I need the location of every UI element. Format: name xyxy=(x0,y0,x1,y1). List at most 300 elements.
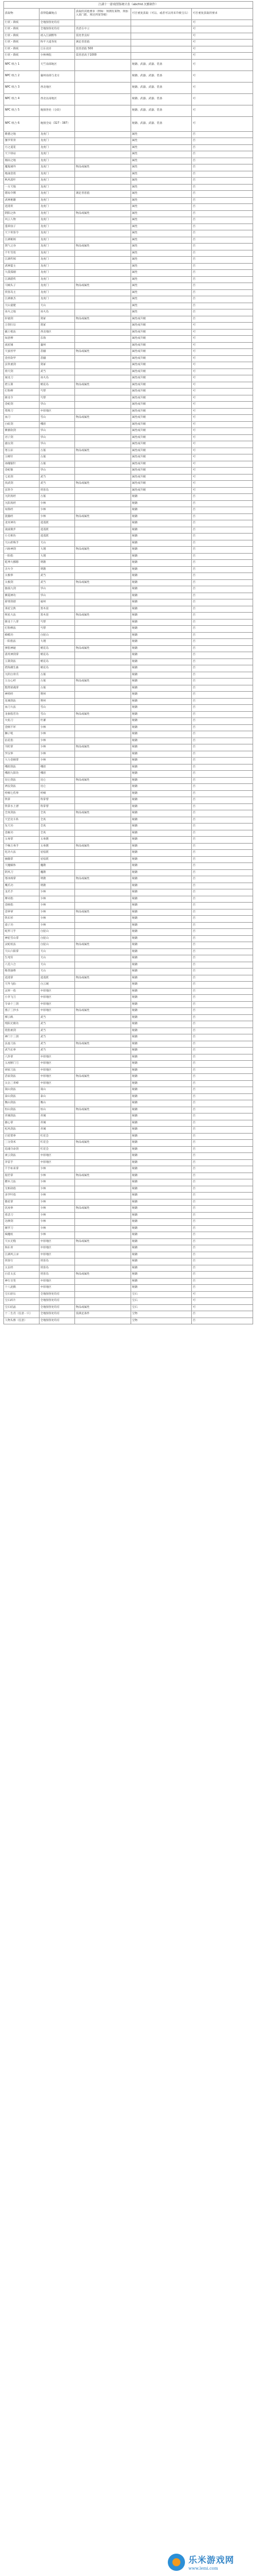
cell-item-name: 散花掌 xyxy=(4,1199,40,1206)
cell-requirement xyxy=(75,1166,131,1173)
cell-item-name: 绕指柔剑 xyxy=(4,1028,40,1034)
cell-location: 龙虎门 xyxy=(40,270,75,277)
cell-requirement xyxy=(75,553,131,560)
cell-repeatable: 秘籍 xyxy=(131,850,192,857)
cell-item-name: 宝石结晶 xyxy=(4,1304,40,1311)
cell-item-name: 八卦掌 xyxy=(4,1054,40,1061)
cell-repeatable: 属性 xyxy=(131,191,192,198)
cell-location: 少林 xyxy=(40,724,75,731)
cell-repeatable: 秘籍 xyxy=(131,856,192,863)
cell-item-name: 万剑归宗 xyxy=(4,323,40,330)
cell-item-name: 倚天剑 xyxy=(4,368,40,375)
cell-requirement xyxy=(75,250,131,257)
cell-repeat-condition: 否 xyxy=(192,230,253,237)
cell-requirement xyxy=(75,1028,131,1034)
cell-requirement: 需满足条件 xyxy=(75,1311,131,1318)
cell-repeat-condition: 否 xyxy=(192,1153,253,1160)
cell-repeatable: 秘籍 xyxy=(131,698,192,705)
cell-requirement xyxy=(75,1093,131,1100)
table-row xyxy=(4,204,253,211)
cell-requirement xyxy=(75,527,131,534)
cell-repeatable: 属性或升级 xyxy=(131,481,192,488)
table-row xyxy=(4,164,253,171)
cell-location: 明教 xyxy=(40,883,75,889)
cell-location: 中原地区 xyxy=(40,1080,75,1087)
cell-requirement xyxy=(75,19,131,26)
table-row xyxy=(4,454,253,461)
cell-item-name: 纯阳无极功 xyxy=(4,1021,40,1028)
cell-item-name: 松风剑法 xyxy=(4,1127,40,1134)
cell-location: 白驼山 xyxy=(40,632,75,639)
cell-requirement xyxy=(75,1133,131,1140)
table-row xyxy=(4,1272,253,1279)
cell-repeatable xyxy=(131,53,192,60)
cell-location: 红花会 xyxy=(40,1133,75,1140)
table-row xyxy=(4,1212,253,1219)
cell-repeatable: 秘籍 xyxy=(131,645,192,652)
cell-repeat-condition: 否 xyxy=(192,909,253,916)
cell-item-name: NPC 组合 2 xyxy=(4,70,40,82)
cell-item-name: 罗汉拳 xyxy=(4,751,40,758)
cell-item-name: 天衣无缝 xyxy=(4,1238,40,1245)
cell-location: 吐蕃 xyxy=(40,718,75,725)
cell-repeatable: 属性或升级 xyxy=(131,382,192,389)
cell-requirement xyxy=(75,1014,131,1021)
cell-repeatable: 秘籍 xyxy=(131,685,192,692)
cell-repeatable: 属性 xyxy=(131,230,192,237)
cell-location: 龙虎门 xyxy=(40,171,75,178)
table-row xyxy=(4,1173,253,1179)
cell-repeatable: 秘籍 xyxy=(131,1014,192,1021)
cell-requirement: 物品或属性 xyxy=(75,1173,131,1179)
cell-repeatable: 秘籍 xyxy=(131,579,192,586)
cell-repeatable: 属性或升级 xyxy=(131,434,192,441)
cell-item-name: 天罡北斗阵 xyxy=(4,817,40,824)
cell-requirement: 物品或属性 xyxy=(75,645,131,652)
cell-repeatable: 秘籍 xyxy=(131,1232,192,1239)
cell-repeatable: 秘籍 xyxy=(131,1001,192,1008)
cell-repeatable: 秘籍 xyxy=(131,955,192,962)
cell-location: 西北地区 xyxy=(40,329,75,336)
cell-repeatable: 秘籍 xyxy=(131,1093,192,1100)
cell-location: 中原地区 xyxy=(40,1074,75,1081)
cell-location: 中原地区 xyxy=(40,988,75,995)
table-row xyxy=(4,144,253,151)
table-row xyxy=(4,672,253,679)
cell-item-name: 侠客行 xyxy=(4,1258,40,1265)
cell-repeatable: 属性或升级 xyxy=(131,342,192,349)
cell-requirement xyxy=(75,1179,131,1186)
table-row xyxy=(4,230,253,237)
cell-item-name: 天下驿站 xyxy=(4,151,40,158)
cell-item-name: 奔雷手 xyxy=(4,1159,40,1166)
cell-requirement: 物品或属性 xyxy=(75,613,131,620)
cell-item-name: 弹指神通 xyxy=(4,645,40,652)
cell-requirement xyxy=(75,1193,131,1199)
table-row xyxy=(4,19,253,26)
cell-requirement xyxy=(75,375,131,382)
cell-repeat-condition: 可 xyxy=(192,116,253,131)
cell-repeatable: 属性 xyxy=(131,263,192,270)
cell-requirement xyxy=(75,705,131,712)
cell-repeat-condition: 否 xyxy=(192,573,253,580)
cell-requirement xyxy=(75,803,131,810)
table-row xyxy=(4,705,253,712)
cell-repeatable: 秘籍 xyxy=(131,830,192,837)
cell-repeat-condition: 否 xyxy=(192,217,253,224)
cell-item-name: 宝石原石 xyxy=(4,1291,40,1298)
cell-repeat-condition: 否 xyxy=(192,507,253,514)
cell-location: 地图各处（分段） xyxy=(40,105,75,116)
cell-repeatable: 秘籍 xyxy=(131,566,192,573)
cell-repeat-condition: 否 xyxy=(192,191,253,198)
cell-item-name: 嵩山剑法 xyxy=(4,1087,40,1094)
cell-repeatable: 属性或升级 xyxy=(131,336,192,343)
table-row xyxy=(4,1291,253,1298)
cell-requirement xyxy=(75,329,131,336)
cell-requirement: 物品或属性 xyxy=(75,349,131,356)
cell-location: 黑木崖 xyxy=(40,613,75,620)
cell-repeat-condition: 可 xyxy=(192,70,253,82)
cell-repeat-condition: 否 xyxy=(192,850,253,857)
cell-requirement: 需善恶高于1000 xyxy=(75,53,131,60)
table-row xyxy=(4,1278,253,1285)
cell-repeat-condition: 可 xyxy=(192,53,253,60)
cell-item-name: 大漠孤烟 xyxy=(4,270,40,277)
cell-item-name: 流星锤 xyxy=(4,342,40,349)
cell-location: 大理 xyxy=(40,547,75,554)
cell-item-name: 追魂夺命剑 xyxy=(4,1146,40,1153)
cell-location: 少林 xyxy=(40,1219,75,1226)
table-row xyxy=(4,586,253,593)
cell-item-name: 地涌金莲 xyxy=(4,171,40,178)
cell-repeat-condition: 否 xyxy=(192,1014,253,1021)
cell-repeatable: 秘籍 xyxy=(131,1080,192,1087)
cell-repeat-condition: 否 xyxy=(192,679,253,685)
cell-item-name: 君子剑 xyxy=(4,434,40,441)
table-row xyxy=(4,178,253,185)
table-row xyxy=(4,1225,253,1232)
table-row xyxy=(4,876,253,883)
cell-location: 中原地区 xyxy=(40,1245,75,1252)
cell-repeatable: 属性 xyxy=(131,131,192,138)
cell-requirement xyxy=(75,797,131,804)
table-row xyxy=(4,692,253,699)
cell-location: 全地图各处均有 xyxy=(40,1291,75,1298)
cell-requirement: 物品或属性 xyxy=(75,547,131,554)
cell-repeat-condition: 否 xyxy=(192,257,253,264)
cell-location: 少林 xyxy=(40,1166,75,1173)
table-row xyxy=(4,573,253,580)
cell-repeatable: 宝石 xyxy=(131,1291,192,1298)
cell-location: 冰火岛 xyxy=(40,309,75,316)
cell-location: 古墓 xyxy=(40,685,75,692)
cell-repeat-condition: 否 xyxy=(192,922,253,929)
cell-requirement: 物品或属性 xyxy=(75,1074,131,1081)
cell-requirement xyxy=(75,82,131,93)
cell-requirement xyxy=(75,362,131,369)
cell-requirement xyxy=(75,988,131,995)
cell-repeatable: 秘籍 xyxy=(131,790,192,797)
cell-repeatable: 属性 xyxy=(131,164,192,171)
cell-item-name: 轩辕剑 xyxy=(4,316,40,323)
cell-location: 大理 xyxy=(40,553,75,560)
cell-repeat-condition: 可 xyxy=(192,19,253,26)
cell-location: 嵩山 xyxy=(40,1087,75,1094)
table-row xyxy=(4,803,253,810)
cell-item-name: 蓬莱仙子 xyxy=(4,224,40,230)
cell-item-name: 淑女剑 xyxy=(4,441,40,448)
cell-location: 少林 xyxy=(40,1232,75,1239)
cell-repeat-condition: 否 xyxy=(192,1225,253,1232)
cell-repeatable: 秘籍 xyxy=(131,1048,192,1054)
cell-requirement: 物品或属性 xyxy=(75,579,131,586)
cell-repeatable: 秘籍 xyxy=(131,1199,192,1206)
cell-location: 全地图各处均有 xyxy=(40,19,75,26)
table-row xyxy=(4,441,253,448)
cell-item-name: 北冥神功 xyxy=(4,520,40,527)
cell-repeatable: 秘籍、武器、武器、装备 xyxy=(131,59,192,70)
cell-repeatable: 属性 xyxy=(131,289,192,296)
cell-location: 全真 xyxy=(40,824,75,830)
cell-item-name: 梯云纵 xyxy=(4,1014,40,1021)
cell-repeat-condition: 可 xyxy=(192,82,253,93)
cell-item-name: NPC 组合 1 xyxy=(4,59,40,70)
cell-requirement: 需处世良好 xyxy=(75,33,131,40)
cell-repeatable: 秘籍 xyxy=(131,1054,192,1061)
table-row xyxy=(4,1054,253,1061)
cell-repeatable: 秘籍 xyxy=(131,652,192,659)
cell-location: 龙虎门 xyxy=(40,230,75,237)
cell-repeat-condition: 否 xyxy=(192,916,253,923)
cell-item-name: 达摩剑 xyxy=(4,1219,40,1226)
cell-repeatable: 秘籍 xyxy=(131,916,192,923)
cell-repeat-condition: 否 xyxy=(192,658,253,665)
cell-repeatable: 秘籍 xyxy=(131,1285,192,1292)
table-row xyxy=(4,1166,253,1173)
cell-repeatable: 秘籍 xyxy=(131,869,192,876)
cell-repeatable: 秘籍 xyxy=(131,1265,192,1272)
cell-item-name: 太极拳 xyxy=(4,573,40,580)
cell-requirement xyxy=(75,1225,131,1232)
table-row xyxy=(4,955,253,962)
cell-location: 全地图各处均有 xyxy=(40,1311,75,1318)
cell-item-name: 碧海潮生曲 xyxy=(4,665,40,672)
cell-repeat-condition: 否 xyxy=(192,606,253,613)
cell-location: 武当 xyxy=(40,1048,75,1054)
cell-item-name: 行侠・降妖 xyxy=(4,40,40,46)
cell-repeatable: 属性 xyxy=(131,250,192,257)
table-row xyxy=(4,1120,253,1127)
cell-repeat-condition: 否 xyxy=(192,579,253,586)
cell-repeat-condition: 否 xyxy=(192,1258,253,1265)
cell-location: 星宿派 xyxy=(40,856,75,863)
cell-repeatable: 秘籍 xyxy=(131,942,192,949)
cell-location: 桃花岛 xyxy=(40,382,75,389)
cell-repeat-condition: 否 xyxy=(192,164,253,171)
cell-item-name: 行侠・降妖 xyxy=(4,46,40,53)
table-row xyxy=(4,652,253,659)
cell-requirement xyxy=(75,896,131,903)
cell-location: 峨眉 xyxy=(40,771,75,778)
cell-repeat-condition: 否 xyxy=(192,138,253,145)
cell-repeatable: 秘籍 xyxy=(131,1238,192,1245)
cell-repeatable: 秘籍 xyxy=(131,1278,192,1285)
watermark xyxy=(168,2552,254,2573)
table-row xyxy=(4,685,253,692)
cell-requirement xyxy=(75,593,131,599)
table-row xyxy=(4,421,253,428)
cell-repeatable: 秘籍 xyxy=(131,988,192,995)
cell-repeat-condition: 否 xyxy=(192,824,253,830)
cell-location: 武当 xyxy=(40,579,75,586)
table-row xyxy=(4,224,253,230)
cell-repeat-condition: 可 xyxy=(192,382,253,389)
cell-item-name: 屠龙刀 xyxy=(4,375,40,382)
cell-item-name: 龙爪手 xyxy=(4,889,40,896)
cell-repeatable: 秘籍 xyxy=(131,1140,192,1147)
cell-item-name: 金刚不坏 xyxy=(4,724,40,731)
cell-requirement: 物品或属性 xyxy=(75,316,131,323)
cell-repeat-condition: 可 xyxy=(192,26,253,33)
cell-item-name: 九阴白骨爪 xyxy=(4,672,40,679)
cell-requirement xyxy=(75,764,131,771)
cell-location: 中原地区 xyxy=(40,1285,75,1292)
cell-repeat-condition: 可 xyxy=(192,93,253,105)
cell-requirement: 物品或属性 xyxy=(75,415,131,422)
cell-location: 少林 xyxy=(40,1193,75,1199)
cell-repeat-condition: 否 xyxy=(192,672,253,679)
cell-requirement xyxy=(75,692,131,699)
cell-location: 天山 xyxy=(40,962,75,969)
cell-item-name: 崆峒七伤拳 xyxy=(4,790,40,797)
cell-location: 东海 xyxy=(40,336,75,343)
cell-repeatable: 属性 xyxy=(131,257,192,264)
table-row xyxy=(4,474,253,481)
cell-repeat-condition: 否 xyxy=(192,784,253,791)
cell-repeat-condition: 否 xyxy=(192,685,253,692)
cell-requirement: 物品或属性 xyxy=(75,711,131,718)
cell-location: 雪山 xyxy=(40,415,75,422)
cell-repeat-condition: 否 xyxy=(192,1212,253,1219)
cell-location: 青城 xyxy=(40,1127,75,1134)
cell-repeatable: 秘籍 xyxy=(131,744,192,751)
cell-location: 天山 xyxy=(40,969,75,975)
table-row xyxy=(4,1140,253,1147)
cell-requirement xyxy=(75,263,131,270)
cell-repeatable: 秘籍 xyxy=(131,1120,192,1127)
cell-repeatable: 秘籍 xyxy=(131,1133,192,1140)
cell-item-name: 秋风落叶 xyxy=(4,178,40,185)
cell-location: 白云城 xyxy=(40,982,75,989)
cell-repeatable: 秘籍 xyxy=(131,540,192,547)
cell-repeatable: 秘籍、武器、武器、装备 xyxy=(131,70,192,82)
cell-requirement: 物品或属性 xyxy=(75,975,131,982)
cell-requirement xyxy=(75,1127,131,1134)
cell-repeatable: 秘籍 xyxy=(131,619,192,626)
cell-repeat-condition: 否 xyxy=(192,738,253,744)
cell-item-name: 十八泥偶 xyxy=(4,1285,40,1292)
table-row xyxy=(4,764,253,771)
cell-requirement: 物品或属性 xyxy=(75,1041,131,1048)
cell-requirement xyxy=(75,665,131,672)
table-row xyxy=(4,1087,253,1094)
cell-location: 武当 xyxy=(40,1014,75,1021)
cell-repeat-condition: 否 xyxy=(192,803,253,810)
table-row xyxy=(4,1311,253,1318)
cell-repeat-condition: 否 xyxy=(192,1285,253,1292)
cell-item-name: 寒冰绵掌 xyxy=(4,876,40,883)
table-row xyxy=(4,93,253,105)
cell-location: 少林 xyxy=(40,758,75,764)
table-row xyxy=(4,942,253,949)
cell-location: 侠客岛 xyxy=(40,1272,75,1279)
cell-requirement xyxy=(75,995,131,1002)
cell-item-name: 风云人物 xyxy=(4,217,40,224)
table-row xyxy=(4,1034,253,1041)
cell-requirement: 满足善恶值 xyxy=(75,191,131,198)
cell-requirement: 物品或属性 xyxy=(75,876,131,883)
cell-requirement xyxy=(75,500,131,507)
cell-repeat-condition: 可 xyxy=(192,1298,253,1305)
cell-location: 峨眉 xyxy=(40,421,75,428)
table-row xyxy=(4,40,253,46)
cell-location: 逍遥派 xyxy=(40,534,75,540)
cell-location: 少林 xyxy=(40,1179,75,1186)
cell-repeat-condition: 否 xyxy=(192,731,253,738)
cell-location: 剑冢 xyxy=(40,316,75,323)
cell-repeatable: 属性 xyxy=(131,224,192,230)
cell-requirement: 物品或属性 xyxy=(75,513,131,520)
cell-repeatable: 秘籍 xyxy=(131,863,192,870)
table-row xyxy=(4,138,253,145)
table-row xyxy=(4,270,253,277)
cell-repeat-condition: 可 xyxy=(192,105,253,116)
cell-repeat-condition: 否 xyxy=(192,520,253,527)
table-row xyxy=(4,579,253,586)
cell-location: 天山 xyxy=(40,540,75,547)
table-row xyxy=(4,540,253,547)
cell-item-name: 摩诃指 xyxy=(4,896,40,903)
cell-repeat-condition: 可 xyxy=(192,349,253,356)
table-row xyxy=(4,481,253,488)
table-row xyxy=(4,1206,253,1213)
cell-location: 古墓 xyxy=(40,448,75,454)
cell-requirement xyxy=(75,969,131,975)
cell-item-name: 江湖游侠 xyxy=(4,276,40,283)
cell-repeat-condition: 否 xyxy=(192,942,253,949)
cell-item-name: 寒玉床 xyxy=(4,448,40,454)
table-row xyxy=(4,863,253,870)
cell-item-name: 血刀 xyxy=(4,415,40,422)
table-row xyxy=(4,771,253,778)
cell-repeatable: 秘籍 xyxy=(131,935,192,942)
header-cell-repeat-requirements: 可否重复获取的要求 xyxy=(192,8,253,19)
table-row xyxy=(4,1028,253,1034)
cell-requirement xyxy=(75,224,131,230)
cell-requirement xyxy=(75,534,131,540)
cell-item-name: 峨眉九阳功 xyxy=(4,771,40,778)
cell-requirement xyxy=(75,1159,131,1166)
cell-item-name: 摧心掌 xyxy=(4,1120,40,1127)
table-row xyxy=(4,507,253,514)
cell-requirement xyxy=(75,178,131,185)
cell-repeatable: 属性 xyxy=(131,138,192,145)
cell-location: 少林 xyxy=(40,903,75,909)
cell-repeat-condition: 否 xyxy=(192,758,253,764)
cell-location: 古墓 xyxy=(40,461,75,468)
cell-location: 青城 xyxy=(40,1120,75,1127)
